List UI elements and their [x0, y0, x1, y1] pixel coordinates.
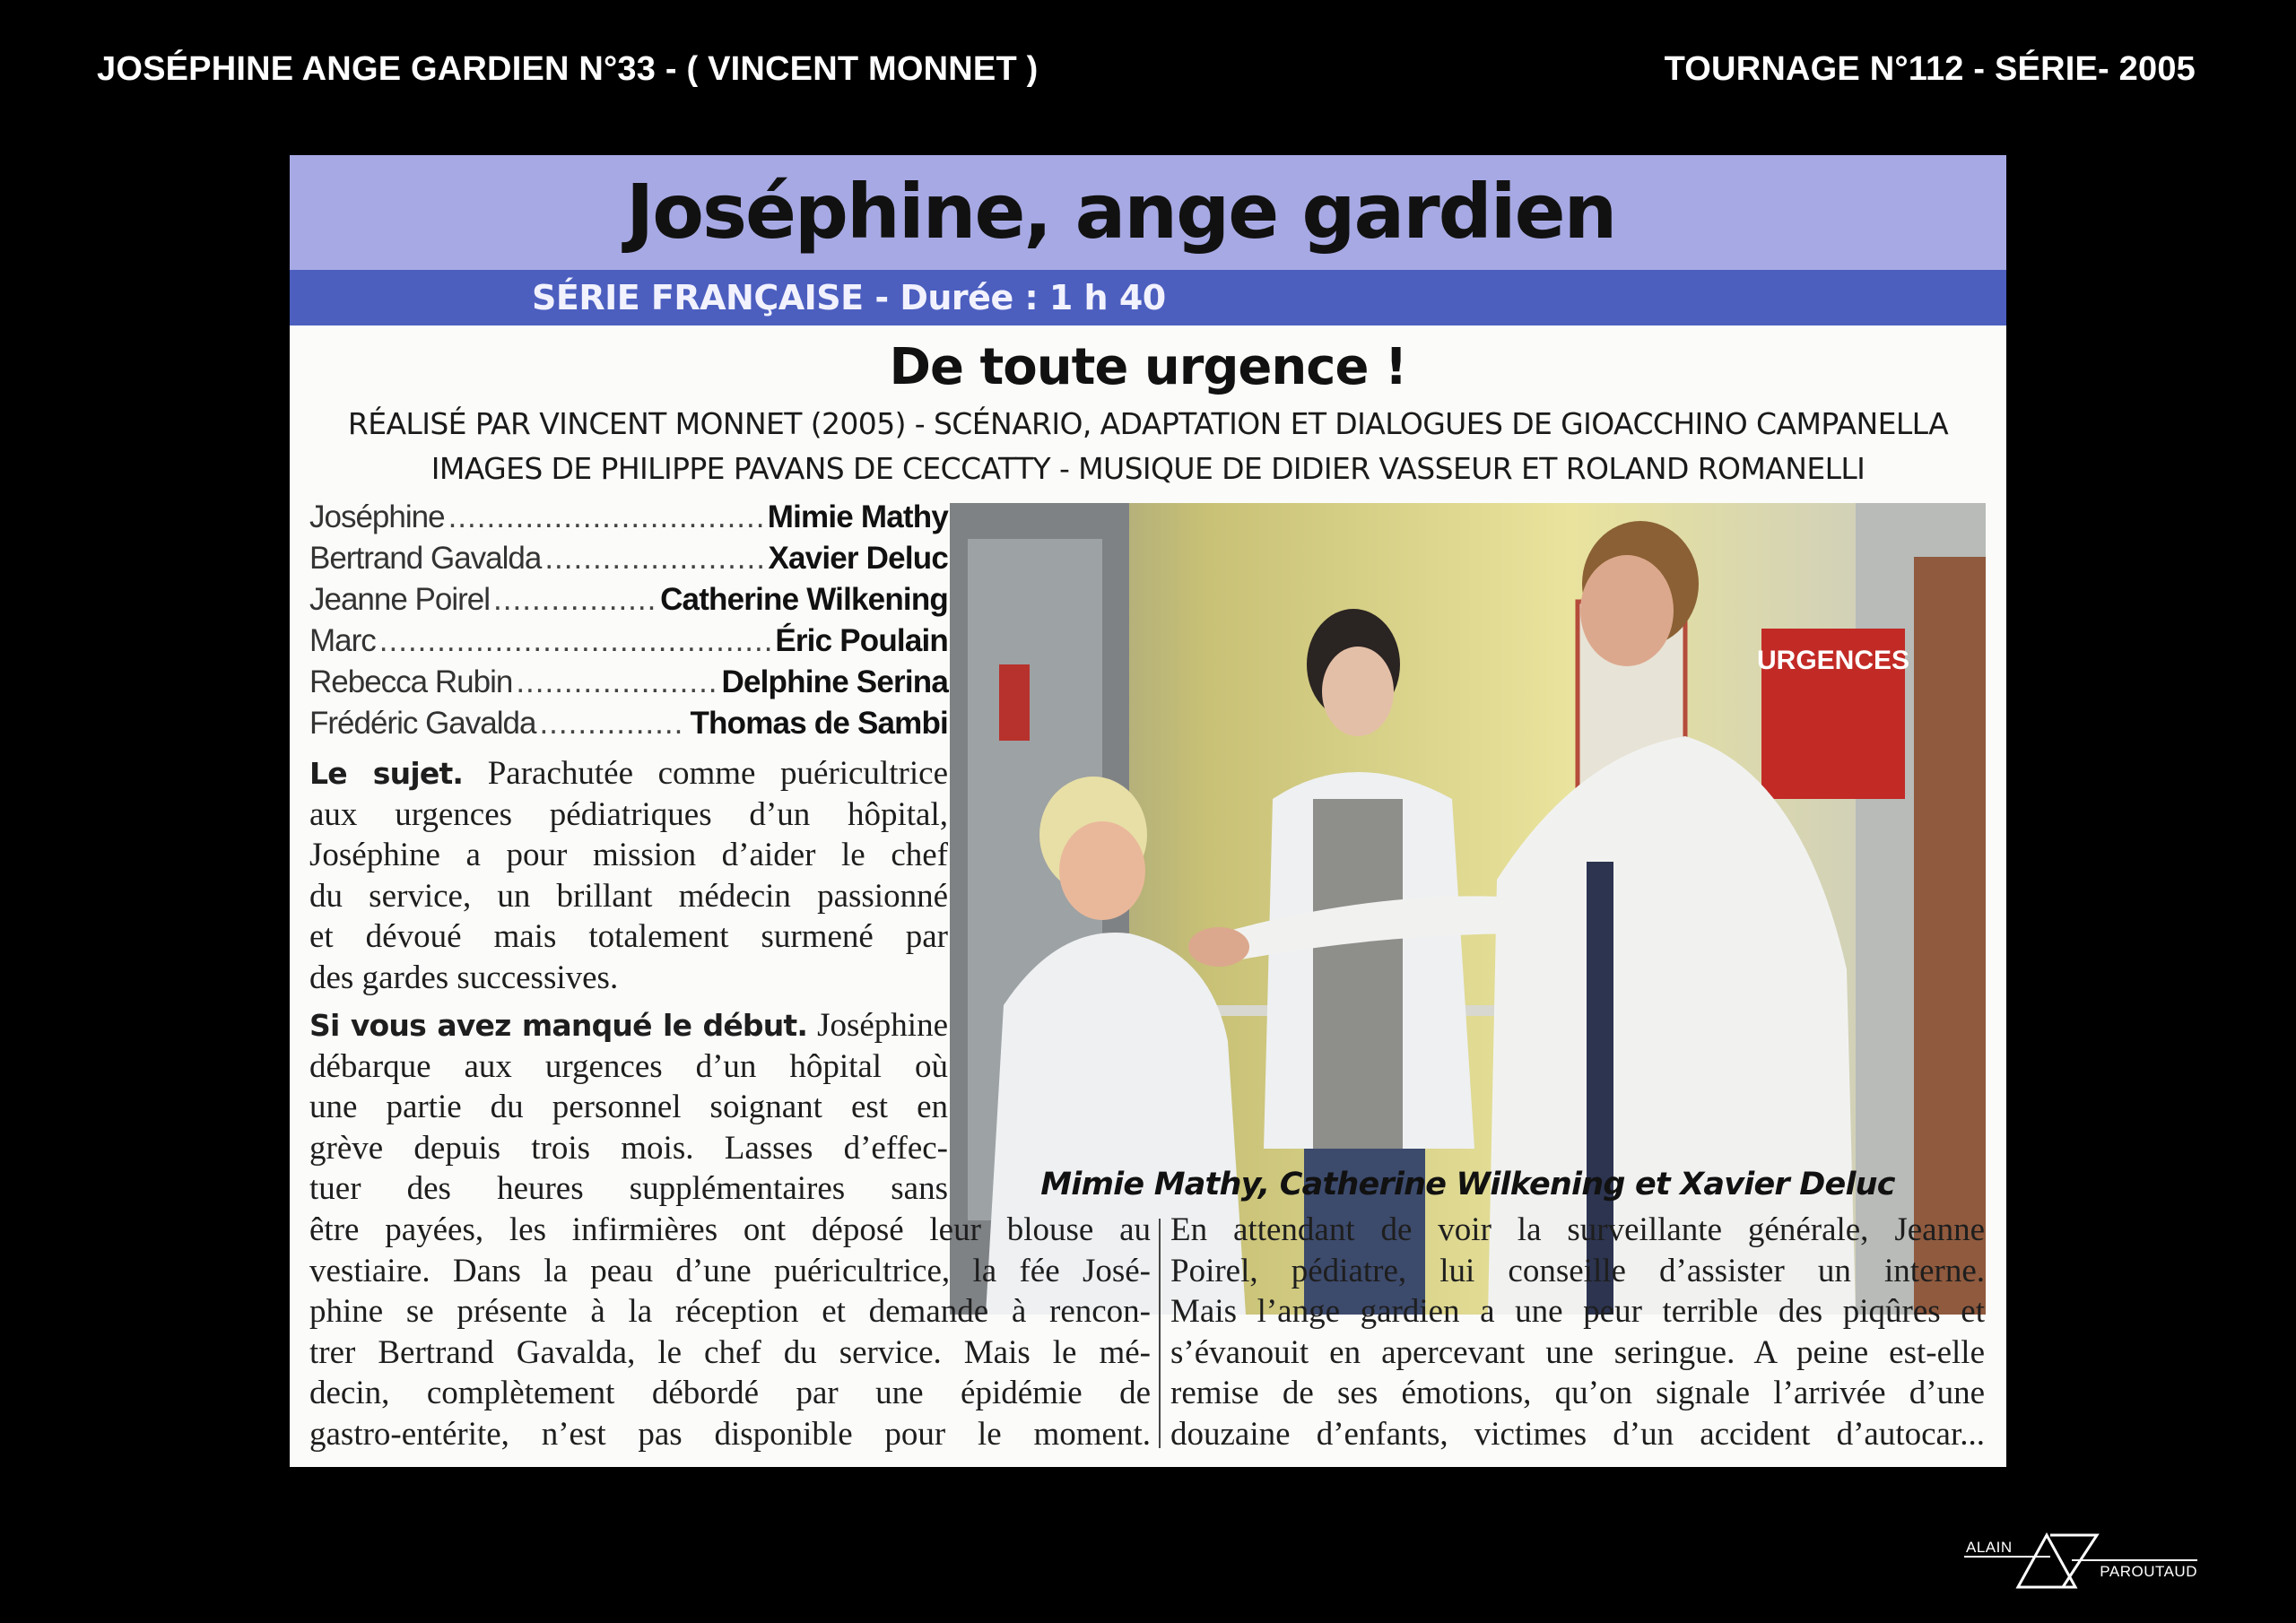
text-line: douzaine d’enfants, victimes d’un accident d’autocar... — [1170, 1415, 1985, 1453]
urgences-sign-text: URGENCES — [1756, 646, 1910, 675]
title-band — [290, 155, 2006, 270]
article-subtitle: SÉRIE FRANÇAISE - Durée : 1 h 40 — [532, 278, 1166, 317]
cast-row — [309, 499, 948, 541]
text-line: vestiaire. Dans la peau d’une puéricultrice, la fée José- — [309, 1252, 1151, 1289]
logo-text-paroutaud: PAROUTAUD — [2100, 1563, 2197, 1580]
header-right-title: TOURNAGE N°112 - SÉRIE- 2005 — [1664, 50, 2196, 88]
cast-role: Bertrand Gavalda — [309, 541, 542, 576]
text-line: Mais l’ange gardien a une peur terrible des piqûres et — [1170, 1293, 1985, 1330]
cast-role: Rebecca Rubin — [309, 664, 513, 699]
cast-row — [309, 541, 948, 582]
synopsis-bottom-right-column — [1170, 1210, 1985, 1454]
debut-line: Joséphine — [807, 1007, 948, 1044]
text-line — [309, 753, 948, 794]
debut-line: débarque aux urgences d’un hôpital où — [309, 1047, 948, 1085]
photo-caption: Mimie Mathy, Catherine Wilkening et Xavier Deluc — [1040, 1167, 1895, 1202]
cast-role: Joséphine — [309, 499, 445, 534]
cast-role: Jeanne Poirel — [309, 582, 491, 617]
debut-line: une partie du personnel soignant est en — [309, 1089, 948, 1125]
text-line: gastro-entérite, n’est pas disponible pour le moment. — [309, 1415, 1151, 1453]
cast-actor: Éric Poulain — [775, 623, 948, 658]
episode-title: De toute urgence ! — [889, 338, 1407, 396]
cast-row — [309, 623, 948, 664]
credits-line-2: IMAGES DE PHILIPPE PAVANS DE CECCATTY - MUSIQUE DE DIDIER VASSEUR ET ROLAND ROMANELLI — [430, 451, 1866, 486]
article-title: Joséphine, ange gardien — [626, 168, 1616, 256]
text-line: phine se présente à la réception et demande à rencon- — [309, 1293, 1151, 1330]
cast-actor: Delphine Serina — [721, 664, 948, 699]
cast-row — [309, 706, 948, 747]
synopsis-left-column — [309, 753, 948, 1210]
debut-line: tuer des heures supplémentaires sans — [309, 1170, 948, 1207]
text-line: decin, complètement débordé par une épidémie de — [309, 1375, 1151, 1411]
text-line: s’évanouit en apercevant une seringue. A peine est-elle — [1170, 1333, 1985, 1371]
synopsis-bottom-left-column — [309, 1210, 1151, 1454]
debut-label: Si vous avez manqué le début. — [309, 1008, 808, 1043]
text-line: En attendant de voir la surveillante générale, Jeanne — [1170, 1211, 1985, 1248]
text-line: Poirel, pédiatre, lui conseille d’assister un interne. — [1170, 1252, 1985, 1289]
sujet-line: des gardes successives. — [309, 959, 619, 996]
text-line: remise de ses émotions, qu’on signale l’arrivée d’une — [1170, 1375, 1985, 1411]
column-divider — [1159, 1219, 1161, 1448]
cast-role: Marc — [309, 623, 376, 658]
cast-actor: Thomas de Sambi — [690, 706, 948, 741]
press-clipping — [290, 155, 2006, 1467]
sujet-line: du service, un brillant médecin passionné — [309, 877, 948, 915]
cast-leader-dots — [493, 582, 657, 618]
header-left-title: JOSÉPHINE ANGE GARDIEN N°33 - ( VINCENT MONNET ) — [97, 50, 1039, 88]
sujet-line: et dévoué mais totalement surmené par — [309, 918, 948, 955]
cast-leader-dots — [379, 623, 772, 659]
cast-actor: Mimie Mathy — [767, 499, 948, 534]
credits-line-1: RÉALISÉ PAR VINCENT MONNET (2005) - SCÉNARIO, ADAPTATION ET DIALOGUES DE GIOACCHINO CAMPANELLA — [347, 406, 1949, 441]
cast-actor: Xavier Deluc — [768, 541, 948, 576]
subtitle-band — [290, 270, 2006, 325]
sujet-label: Le sujet. — [309, 756, 464, 791]
cast-row — [309, 582, 948, 623]
cast-list — [309, 499, 948, 747]
text-line — [309, 1005, 948, 1046]
sujet-line: Parachutée comme puéricultrice — [463, 755, 948, 792]
alain-paroutaud-logo — [1964, 1530, 2199, 1591]
cast-role: Frédéric Gavalda — [309, 706, 536, 741]
cast-leader-dots — [544, 541, 764, 577]
cast-leader-dots — [516, 664, 718, 700]
cast-leader-dots — [448, 499, 764, 535]
text-line: être payées, les infirmières ont déposé leur blouse au — [309, 1211, 1151, 1248]
text-line: trer Bertrand Gavalda, le chef du service. Mais le mé- — [309, 1333, 1151, 1371]
logo-text-alain: ALAIN — [1966, 1539, 2013, 1556]
debut-line: grève depuis trois mois. Lasses d’effec- — [309, 1129, 948, 1167]
cast-row — [309, 664, 948, 706]
sujet-line: aux urgences pédiatriques d’un hôpital, — [309, 795, 948, 833]
cast-leader-dots — [539, 706, 686, 742]
cast-actor: Catherine Wilkening — [660, 582, 948, 617]
sujet-line: Joséphine a pour mission d’aider le chef — [309, 837, 948, 873]
